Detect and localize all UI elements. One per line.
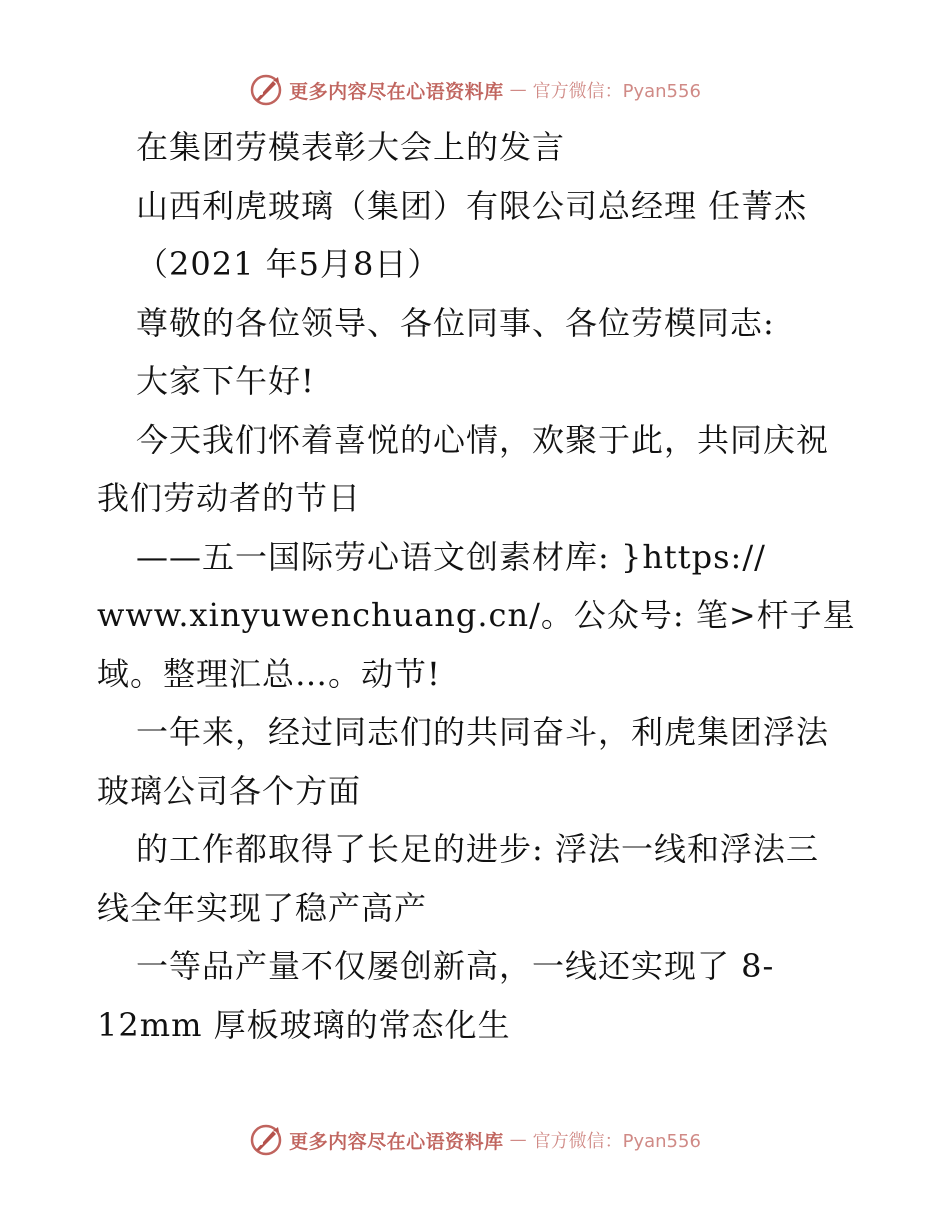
paragraph-line: 线全年实现了稳产高产: [97, 888, 428, 927]
quill-logo-icon: [249, 1123, 283, 1157]
date-line: （2021 年5月8日）: [136, 245, 441, 283]
paragraph-line: ——五一国际劳心语文创素材库: }https://: [136, 537, 766, 576]
document-body: [97, 118, 857, 1054]
banner-title: 更多内容尽在心语资料库: [289, 80, 504, 103]
banner-contact: 官方微信：Pyan556: [532, 1131, 701, 1152]
footer-banner: [0, 1120, 950, 1160]
speaker-line: 山西利虎玻璃（集团）有限公司总经理 任菁杰: [136, 186, 808, 225]
banner-title: 更多内容尽在心语资料库: [289, 1130, 504, 1153]
paragraph-line: 域。整理汇总…。动节!: [97, 654, 441, 693]
paragraph-line: 一等品产量不仅屡创新高，一线还实现了 8-: [136, 947, 775, 985]
banner-contact: 官方微信：Pyan556: [532, 81, 701, 102]
speech-title: 在集团劳模表彰大会上的发言: [136, 128, 566, 166]
paragraph-line: 我们劳动者的节日: [97, 479, 362, 517]
salutation: 尊敬的各位领导、各位同事、各位劳模同志:: [136, 303, 775, 342]
banner-separator: —: [509, 1130, 527, 1150]
header-banner: [0, 70, 950, 110]
paragraph-line: 今天我们怀着喜悦的心情，欢聚于此，共同庆祝: [136, 420, 830, 459]
paragraph-line: 一年来，经过同志们的共同奋斗，利虎集团浮法: [136, 713, 830, 751]
paragraph-line: 玻璃公司各个方面: [97, 771, 362, 810]
paragraph-line: www.xinyuwenchuang.cn/。公众号: 笔>杆子星: [97, 596, 856, 634]
paragraph-line: 的工作都取得了长足的进步: 浮法一线和浮法三: [136, 830, 819, 868]
paragraph-line: 12mm 厚板玻璃的常态化生: [97, 1005, 511, 1044]
quill-logo-icon: [249, 73, 283, 107]
banner-separator: —: [509, 80, 527, 100]
greeting: 大家下午好!: [136, 362, 315, 400]
